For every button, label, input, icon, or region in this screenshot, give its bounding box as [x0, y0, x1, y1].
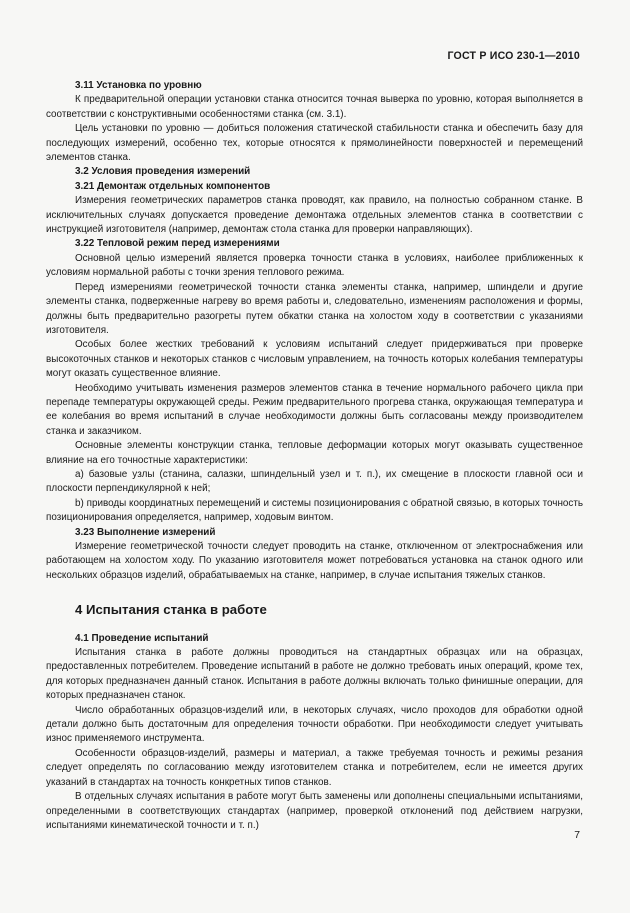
document-body: [46, 79, 583, 833]
paragraph: Число обработанных образцов-изделий или, в некоторых случаях, число проходов для обработки одной детали должно быть достаточным для определения точности обработки. При необходимости следует учитывать износ применяемого инструмента.: [46, 704, 583, 745]
paragraph: Испытания станка в работе должны проводиться на стандартных образцах или на образцах, предоставленных потребителем. Проведение испытаний в работе не должно требовать иных операций, кроме тех, для которых предназначен данный станок. Испытания в работе должны включать только финишные операции, для которых предназначен станок.: [46, 647, 583, 702]
section-3-23-title: 3.23 Выполнение измерений: [75, 526, 216, 538]
list-item-a: а) базовые узлы (станина, салазки, шпиндельный узел и т. п.), их смещение в плоскости главной оси и плоскости перпендикулярной к ней;: [46, 468, 583, 495]
paragraph: Основные элементы конструкции станка, тепловые деформации которых могут оказывать существенное влияние на его точностные характеристики:: [46, 440, 583, 466]
paragraph: Основной целью измерений является проверка точности станка в условиях, наиболее приближенных к условиям нормальной работы с точки зрения теплового режима.: [46, 252, 583, 279]
section-3-11-title: 3.11 Установка по уровню: [75, 80, 202, 91]
section-3-21-title: 3.21 Демонтаж отдельных компонентов: [75, 180, 271, 192]
section-4-1-title: 4.1 Проведение испытаний: [75, 632, 209, 644]
paragraph: К предварительной операции установки станка относится точная выверка по уровню, которая выполняется в соответствии с конструктивными особенностями станка (см. 3.1).: [46, 94, 583, 120]
paragraph: Измерение геометрической точности следует проводить на станке, отключенном от электроснабжения или работающем на холостом ходу. По указанию изготовителя может потребоваться установка на станок одного или нескольких образцов изделий, обрабатываемых на станке, например, в случае испытания тяжелых станков.: [46, 541, 583, 581]
paragraph: Необходимо учитывать изменения размеров элементов станка в течение нормального рабочего цикла при перепаде температуры окружающей среды. Режим предварительного прогрева станка, окружающая температура и ее колебания во время испытаний в случае необходимости должны быть согласованы между производителем станка и заказчиком.: [46, 382, 583, 437]
section-4-title: 4 Испытания станка в работе: [75, 602, 267, 618]
section-3-2-title: 3.2 Условия проведения измерений: [75, 166, 251, 178]
standard-header: ГОСТ Р ИСО 230-1—2010: [447, 50, 580, 62]
paragraph: Измерения геометрических параметров станка проводят, как правило, на полностью собранном станке. В исключительных случаях допускается проведение демонтажа отдельных элементов станка в соответствии с инструкцией изготовителя (например, демонтаж стола станка для проверки направляющих).: [46, 195, 583, 236]
page-number: 7: [574, 830, 580, 841]
section-3-22-title: 3.22 Тепловой режим перед измерениями: [75, 238, 280, 250]
paragraph: Перед измерениями геометрической точности станка элементы станка, например, шпиндели и другие элементы станка, подверженные нагреву во время работы и, следовательно, изменениям расположения и формы, должны быть предварительно разогреты путем обкатки станка на холостом ходу в соответствии с указаниями изготовителя.: [46, 281, 583, 336]
paragraph: В отдельных случаях испытания в работе могут быть заменены или дополнены специальными испытаниями, определенными в соответствующих стандартах (например, проверкой отклонений под действием нагрузки, испытаниями кинематической точности и т. п.): [46, 791, 583, 831]
list-item-b: b) приводы координатных перемещений и системы позиционирования с обратной связью, в которых точность позиционирования определяется, например, ходовым винтом.: [46, 497, 583, 524]
paragraph: Особых более жестких требований к условиям испытаний следует придерживаться при проверке высокоточных станков и некоторых станков с числовым управлением, на точность которых колебания температуры могут оказать существенное влияние.: [46, 339, 583, 380]
paragraph: Особенности образцов-изделий, размеры и материал, а также требуемая точность и режимы резания следует определять по согласованию между изготовителем станка и потребителем, если не имеется других указаний в стандартах на точность конкретных типов станков.: [46, 747, 583, 788]
paragraph: Цель установки по уровню — добиться положения статической стабильности станка и обеспечить базу для последующих измерений, особенно тех, которые относятся к прямолинейности поверхностей и перемещений элементов станка.: [46, 123, 583, 164]
